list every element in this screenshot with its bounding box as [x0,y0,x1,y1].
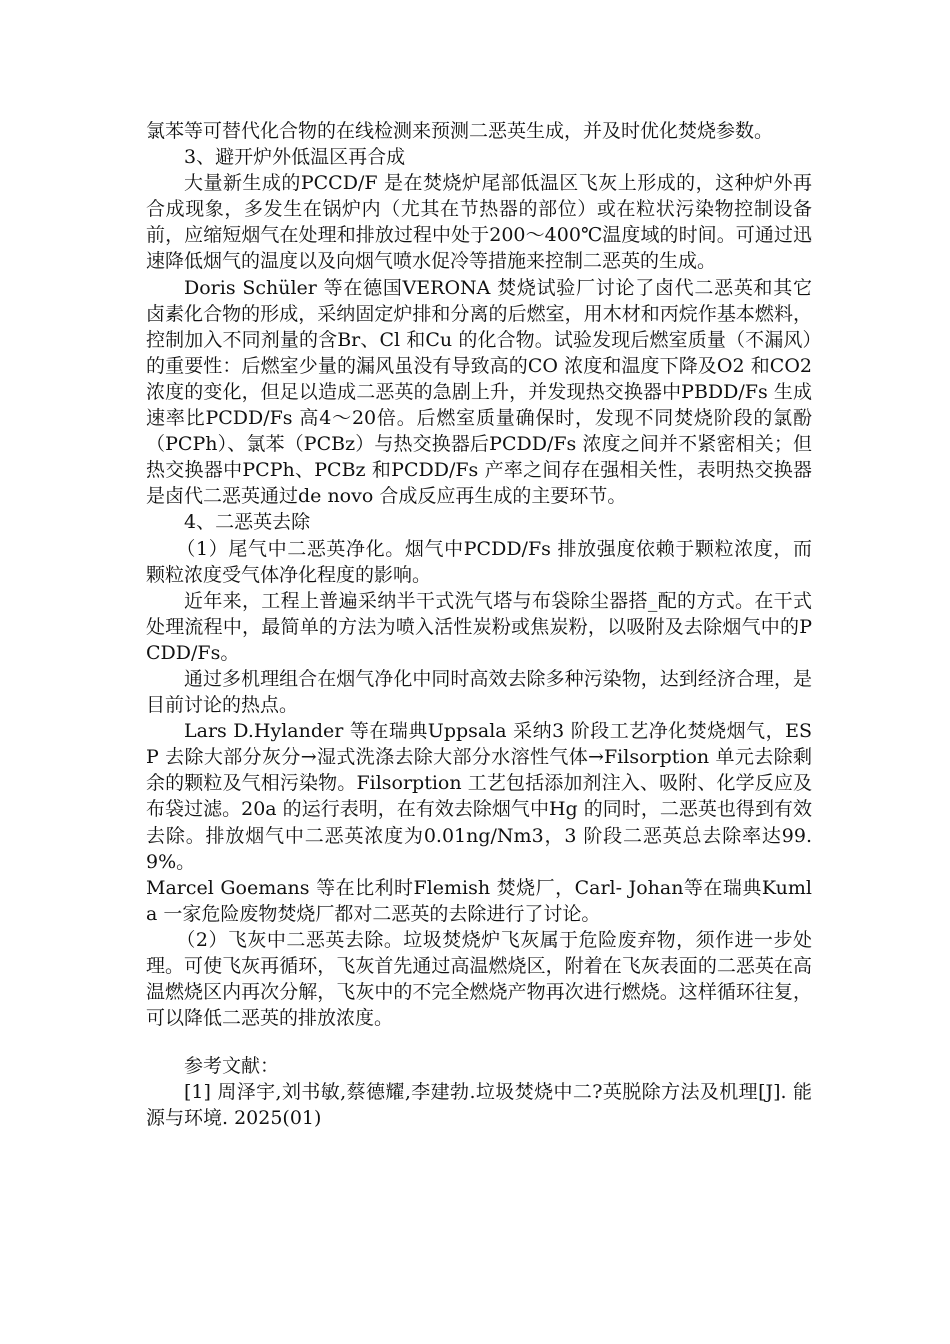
paragraph-semi-dry-scrubber: 近年来，工程上普遍采纳半干式洗气塔与布袋除尘器搭_配的方式。在干式处理流程中，最简单的方法为喷入活性炭粉或焦炭粉，以吸附及去除烟气中的PCDD/Fs。 [146,589,812,664]
section-heading-4: 4、二恶英去除 [184,511,311,534]
paragraph-marcel-goemans: Marcel Goemans 等在比利时Flemish 焚烧厂，Carl- Johan等在瑞典Kumla 一家危险废物焚烧厂都对二恶英的去除进行了讨论。 [146,876,812,925]
paragraph-continuation: 氯苯等可替代化合物的在线检测来预测二恶英生成，并及时优化焚烧参数。 [146,120,774,142]
document-page [146,118,812,1132]
section-spacer [146,1031,812,1053]
paragraph-flue-gas-purification: （1）尾气中二恶英净化。烟气中PCDD/Fs 排放强度依赖于颗粒浓度，而颗粒浓度受气体净化程度的影响。 [146,537,812,586]
paragraph-low-temp-resynthesis: 大量新生成的PCCD/F 是在焚烧炉尾部低温区飞灰上形成的，这种炉外再合成现象，多发生在锅炉内（尤其在节热器的部位）或在粒状污染物控制设备前，应缩短烟气在处理和排放过程中处于200～400℃温度域的时间。可通过迅速降低烟气的温度以及向烟气喷水促冷等措施来控制二恶英的生成。 [146,172,812,273]
paragraph-fly-ash-removal: （2）飞灰中二恶英去除。垃圾焚烧炉飞灰属于危险废弃物，须作进一步处理。可使飞灰再循环，飞灰首先通过高温燃烧区，附着在飞灰表面的二恶英在高温燃烧区内再次分解，飞灰中的不完全燃烧产物再次进行燃烧。这样循环往复，可以降低二恶英的排放浓度。 [146,928,812,1030]
paragraph-doris-schuler: Doris Schüler 等在德国VERONA 焚烧试验厂讨论了卤代二恶英和其它卤素化合物的形成，采纳固定炉排和分离的后燃室，用木材和丙烷作基本燃料，控制加入不同剂量的含Br、Cl 和Cu 的化合物。试验发现后燃室质量（不漏风）的重要性：后燃室少量的漏风虽没有导致高的CO 浓度和温度下降及O2 和CO2 浓度的变化，但足以造成二恶英的急剧上升，并发现热交换器中PBDD/Fs 生成速率比PCDD/Fs 高4～20倍。后燃室质量确保时，发现不同焚烧阶段的氯酚（PCPh）、氯苯（PCBz）与热交换器后PCDD/Fs 浓度之间并不紧密相关；但热交换器中PCPh、PCBz 和PCDD/Fs 产率之间存在强相关性，表明热交换器是卤代二恶英通过de novo 合成反应再生成的主要环节。 [146,276,812,508]
reference-item: [1] 周泽宇,刘书敏,蔡德耀,李建勃.垃圾焚烧中二?英脱除方法及机理[J]. 能源与环境. 2025(01) [146,1081,812,1130]
paragraph-multi-mechanism: 通过多机理组合在烟气净化中同时高效去除多种污染物，达到经济合理，是目前讨论的热点。 [146,667,812,717]
section-heading-3: 3、避开炉外低温区再合成 [184,146,406,169]
paragraph-lars-hylander: Lars D.Hylander 等在瑞典Uppsala 采纳3 阶段工艺净化焚烧烟气，ESP 去除大部分灰分→湿式洗涤去除大部分水溶性气体→Filsorption 单元去除剩余的颗粒及气相污染物。Filsorption 工艺包括添加剂注入、吸附、化学反应及布袋过滤。20a 的运行表明，在有效去除烟气中Hg 的同时，二恶英也得到有效去除。排放烟气中二恶英浓度为0.01ng/Nm3，3 阶段二恶英总去除率达99.9%。 [146,720,812,873]
references-heading: 参考文献： [184,1055,280,1078]
